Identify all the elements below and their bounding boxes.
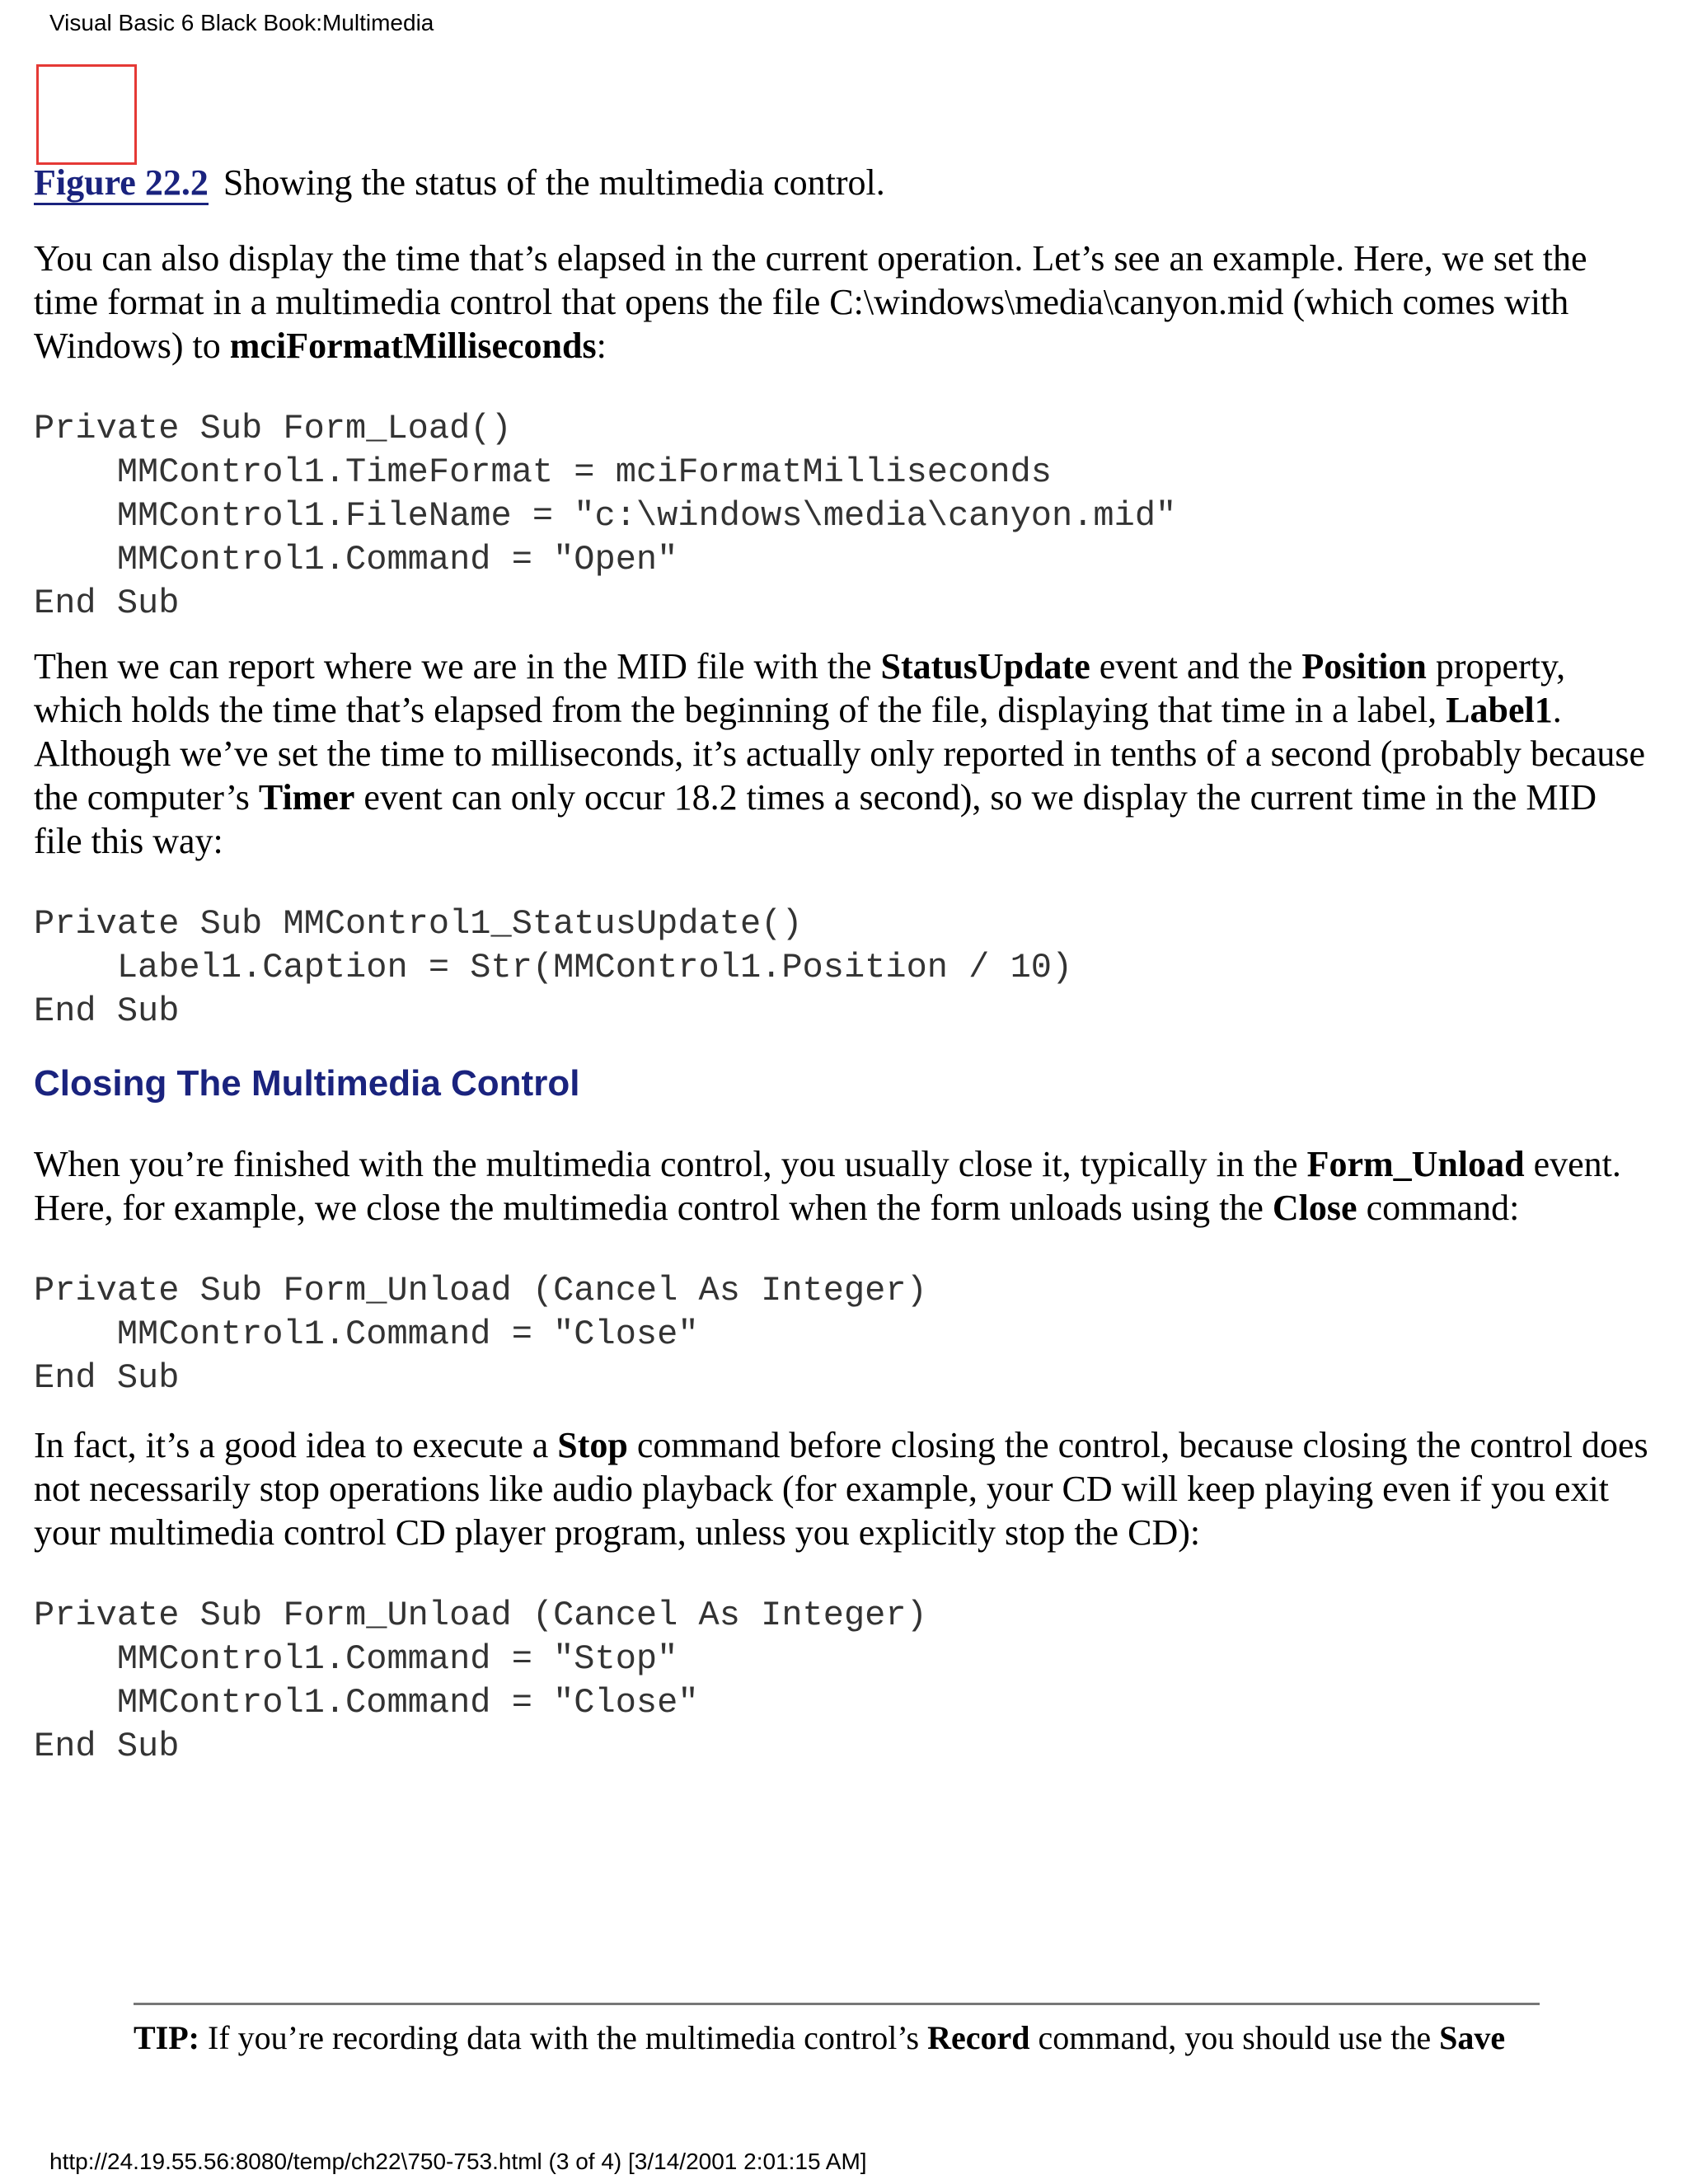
tip-label: TIP:: [134, 2019, 199, 2056]
text: When you’re finished with the multimedia control, you usually close it, typically in the: [34, 1144, 1307, 1184]
text: command before closing the control, because closing the control does not necessarily stop operations like audio playback (for example, your CD will keep playing even if you exit your multimedia control CD player program, unless you explicitly stop the CD):: [34, 1425, 1648, 1553]
figure-link[interactable]: Figure 22.2: [34, 162, 209, 205]
figure-caption: [34, 161, 1649, 205]
paragraph-time-format: [34, 237, 1649, 368]
keyword: Form_Unload: [1306, 1144, 1525, 1184]
figure-caption-text: Showing the status of the multimedia control.: [223, 162, 885, 203]
keyword: Save: [1439, 2019, 1506, 2056]
text: If you’re recording data with the multimedia control’s: [199, 2019, 928, 2056]
code-block-form-unload-close: Private Sub Form_Unload (Cancel As Integer) MMControl1.Command = "Close" End Sub: [34, 1271, 927, 1398]
code-block-status-update: Private Sub MMControl1_StatusUpdate() Label1.Caption = Str(MMControl1.Position / 10) End Sub: [34, 904, 1073, 1031]
tip-box: [134, 2003, 1540, 2057]
main-content: [34, 161, 1649, 1769]
text: Then we can report where we are in the MID file with the: [34, 646, 881, 687]
text: event. Here, for example, we close the multimedia control when the form unloads using the: [34, 1144, 1621, 1228]
broken-image-icon: [36, 64, 137, 165]
paragraph-status-update: [34, 644, 1649, 863]
text: event and the: [1090, 646, 1302, 687]
page-footer-url: http://24.19.55.56:8080/temp/ch22\750-753.html (3 of 4) [3/14/2001 2:01:15 AM]: [49, 2149, 867, 2174]
text: :: [596, 326, 607, 366]
keyword: Close: [1272, 1188, 1357, 1228]
keyword: StatusUpdate: [880, 646, 1090, 687]
keyword: Timer: [258, 777, 355, 818]
keyword: Stop: [557, 1425, 628, 1465]
keyword: mciFormatMilliseconds: [229, 326, 597, 366]
text: command:: [1357, 1188, 1520, 1228]
section-heading: Closing The Multimedia Control: [34, 1063, 580, 1104]
page-header: Visual Basic 6 Black Book:Multimedia: [49, 10, 434, 35]
paragraph-stop-command: [34, 1423, 1649, 1554]
keyword: Position: [1301, 646, 1427, 687]
text: . Although we’ve set the time to milliseconds, it’s actually only reported in tenths of a second (probably because the computer’s: [34, 690, 1646, 818]
text: property, which holds the time that’s elapsed from the beginning of the file, displaying that time in a label,: [34, 646, 1566, 730]
paragraph-closing: [34, 1142, 1649, 1230]
text: command, you should use the: [1029, 2019, 1440, 2056]
code-block-form-load: Private Sub Form_Load() MMControl1.TimeFormat = mciFormatMilliseconds MMControl1.FileName = "c:\windows\media\canyon.mid" MMControl1.Command = "Open" End Sub: [34, 409, 1177, 623]
keyword: Record: [927, 2019, 1030, 2056]
text: event can only occur 18.2 times a second), so we display the current time in the MID file this way:: [34, 777, 1597, 861]
text: You can also display the time that’s elapsed in the current operation. Let’s see an example. Here, we set the time format in a multimedia control that opens the file C:\windows\media\canyon.mid (which comes with Windows) to: [34, 238, 1587, 366]
text: In fact, it’s a good idea to execute a: [34, 1425, 558, 1465]
keyword: Label1: [1446, 690, 1553, 730]
code-block-form-unload-stop: Private Sub Form_Unload (Cancel As Integer) MMControl1.Command = "Stop" MMControl1.Command = "Close" End Sub: [34, 1596, 927, 1766]
